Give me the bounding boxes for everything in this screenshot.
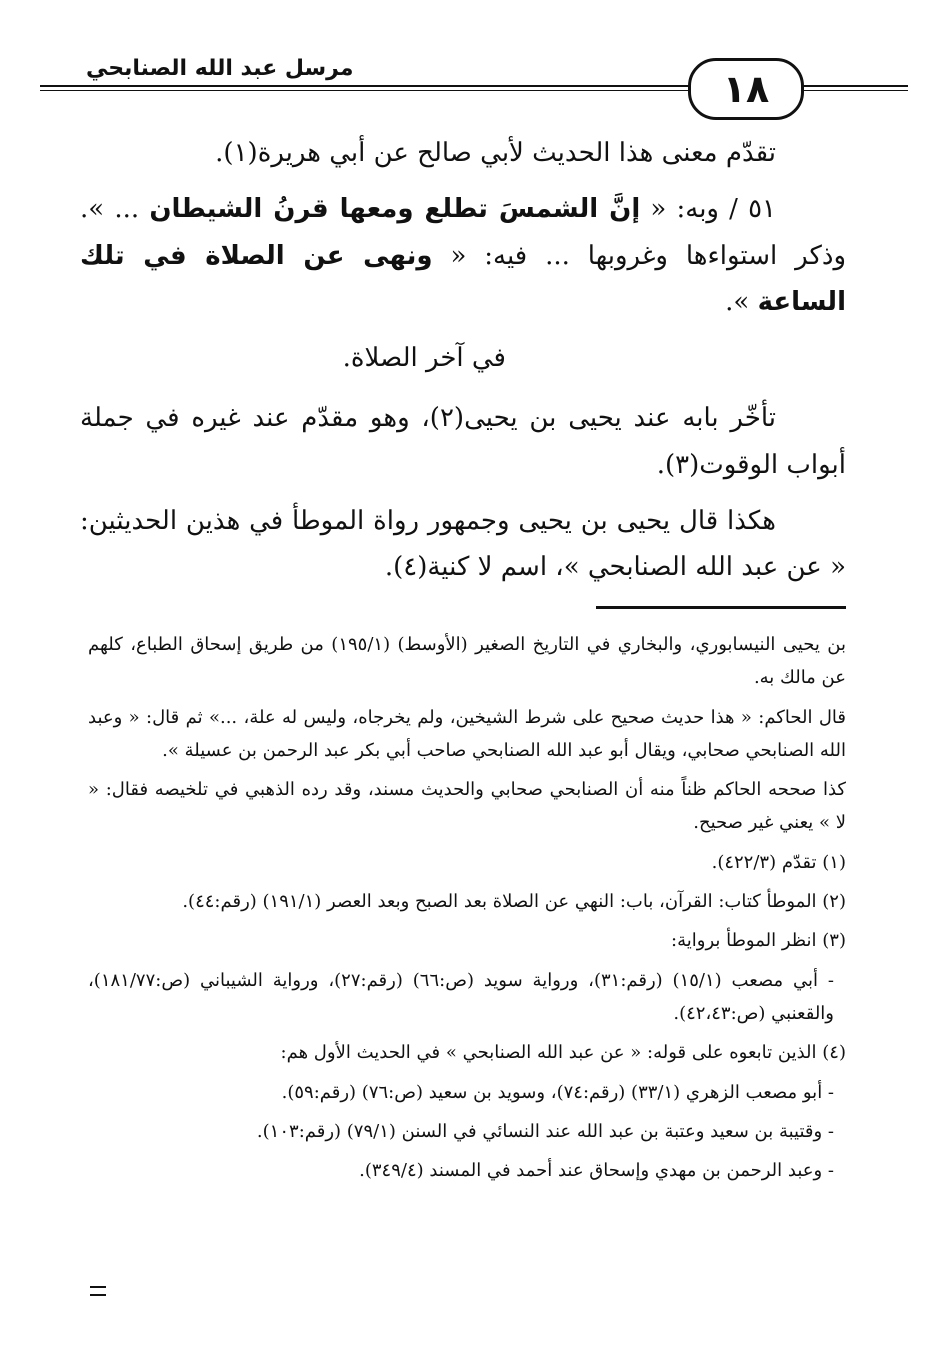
- footnote-1: (١) تقدّم (٤٢٢/٣).: [711, 851, 846, 873]
- paragraph-1: تقدّم معنى هذا الحديث لأبي صالح عن أبي هريرة(١).: [215, 138, 776, 168]
- book-title: مرسل عبد الله الصنابحي: [80, 56, 360, 81]
- page-header: [40, 52, 908, 122]
- hadith-mid: ... ». وذكر استواءها وغروبها ... فيه: «: [80, 194, 846, 271]
- main-text: [80, 130, 846, 600]
- hadith-text: إنَّ الشمسَ تطلع ومعها قرنُ الشيطان: [149, 194, 641, 225]
- page-number: ١٨: [688, 58, 804, 120]
- footnote-continued-1: بن يحيى النيسابوري، والبخاري في التاريخ الصغير (الأوسط) (١٩٥/١) من طريق إسحاق الطباع، كلهم عن مالك به.: [88, 634, 847, 689]
- bottom-mark: [90, 1286, 106, 1296]
- footnote-4-item-2: - وقتيبة بن سعيد وعتبة بن عبد الله عند النسائي في السنن (٧٩/١) (رقم:١٠٣).: [256, 1120, 834, 1142]
- paragraph-5: هكذا قال يحيى بن يحيى وجمهور رواة الموطأ في هذين الحديثين: « عن عبد الله الصنابحي »، اسم لا كنية(٤).: [80, 505, 846, 583]
- footnote-continued-3: كذا صححه الحاكم ظناً منه أن الصنابحي صحابي والحديث مسند، وقد رده الذهبي في تلخيصه فقال: « لا » يعني غير صحيح.: [88, 779, 846, 834]
- footnote-4-item-3: - وعبد الرحمن بن مهدي وإسحاق عند أحمد في المسند (٣٤٩/٤).: [359, 1160, 834, 1182]
- footnote-3-item: - أبي مصعب (١٥/١) (رقم:٣١)، ورواية سويد (ص:٦٦) (رقم:٢٧)، ورواية الشيباني (ص:١٨١/٧٧)، والقعنبي (ص:٤٢،٤٣).: [88, 969, 834, 1024]
- footnote-4-item-1: - أبو مصعب الزهري (٣٣/١) (رقم:٧٤)، وسويد بن سعيد (ص:٧٦) (رقم:٥٩).: [281, 1081, 834, 1103]
- footnote-3: (٣) انظر الموطأ برواية:: [671, 930, 846, 952]
- footnote-2: (٢) الموطأ كتاب: القرآن، باب: النهي عن الصلاة بعد الصبح وبعد العصر (١٩١/١) (رقم:٤٤).: [182, 891, 846, 913]
- hadith-number: ٥١ / وبه: «: [640, 194, 777, 225]
- hadith-text-2: ونهى عن الصلاة في تلك الساعة: [80, 240, 846, 317]
- footnotes: [88, 628, 846, 1193]
- paragraph-3: في آخر الصلاة.: [342, 343, 506, 374]
- footnote-continued-2: قال الحاكم: « هذا حديث صحيح على شرط الشيخين، ولم يخرجاه، وليس له علة، ...» ثم قال: « وعبد الله الصنابحي صحابي، ويقال أبو عبد الله الصنابحي صاحب أبي بكر عبد الرحمن بن عسيلة ».: [88, 706, 846, 761]
- hadith-suffix: ».: [725, 286, 758, 317]
- footnote-4: (٤) الذين تابعوه على قوله: « عن عبد الله الصنابحي » في الحديث الأول هم:: [280, 1042, 846, 1064]
- paragraph-4: تأخّر بابه عند يحيى بن يحيى(٢)، وهو مقدّم عند غيره في جملة أبواب الوقوت(٣).: [80, 403, 846, 480]
- paragraph-2: [80, 186, 846, 325]
- footnote-separator: [596, 606, 846, 609]
